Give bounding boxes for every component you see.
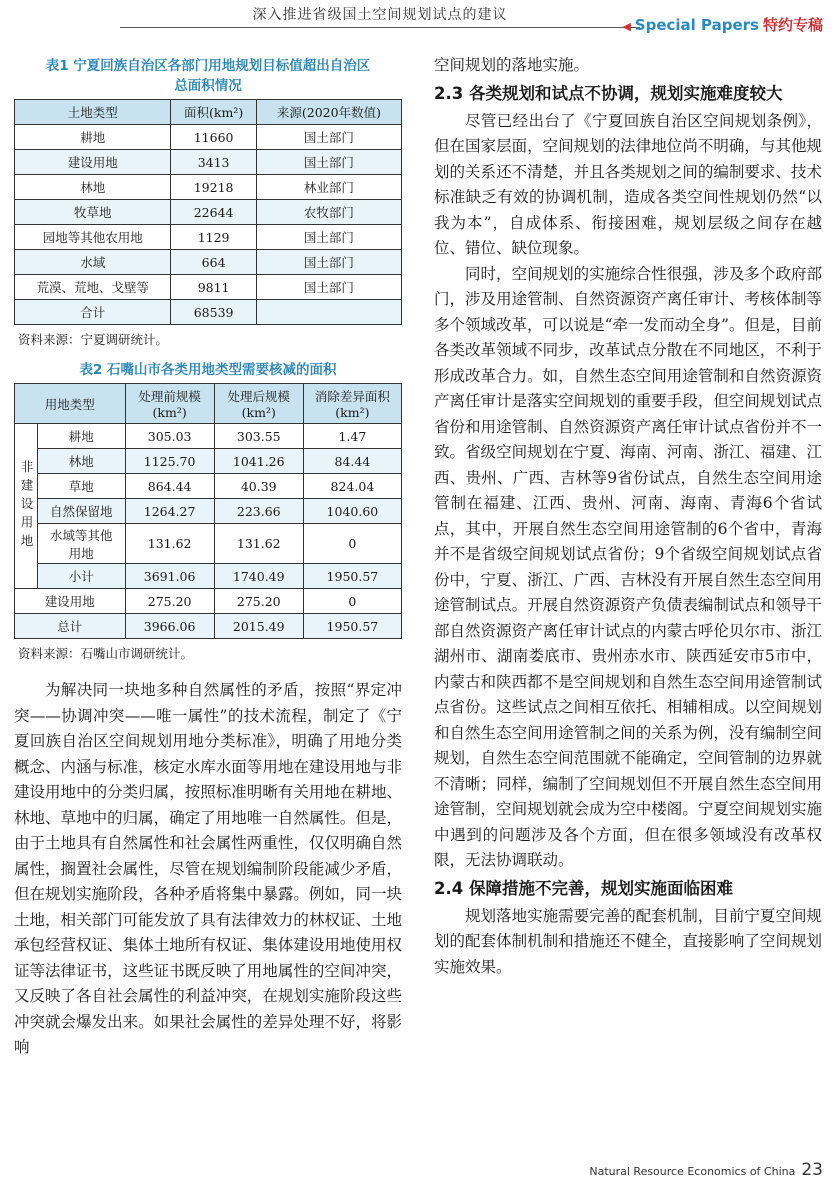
table-row: 林地 1125.70 1041.26 84.44: [15, 449, 402, 474]
table2-header: 处理前规模(km²): [125, 384, 214, 424]
table-row: 建设用地 3413 国土部门: [15, 150, 402, 175]
body-paragraph: 同时，空间规划的实施综合性很强，涉及多个政府部门，涉及用途管制、自然资源资产离任审计、考核体制等多个领域改革，可以说是“牵一发而动全身”。但是，目前各类改革领域不同步，改革试点分散在不同地区，不利于形成改革合力。如，自然生态空间用途管制和自然资源资产离任审计是落实空间规划的重要手段，但空间规划试点省份和用途管制、自然资源资产离任审计试点省份并不一致。省级空间规划在宁夏、海南、河南、浙江、福建、江西、贵州、广西、吉林等9省份试点，自然生态空间用途管制在福建、江西、贵州、河南、海南、青海6个省试点，其中，开展自然生态空间用途管制的6个省中，青海并不是省级空间规划试点省份；9个省级空间规划试点省份中，宁夏、浙江、广西、吉林没有开展自然生态空间用途管制试点。开展自然资源资产负债表编制试点和领导干部自然资源资产离任审计试点的内蒙古呼伦贝尔市、浙江湖州市、湖南娄底市、贵州赤水市、陕西延安市5市中，内蒙古和陕西都不是空间规划和自然生态空间用途管制试点省份。这些试点之间相互依托、相辅相成。以空间规划和自然生态空间用途管制之间的关系为例，没有编制空间规划，自然生态空间范围就不能确定，空间管制的边界就不清晰；同样，编制了空间规划但不开展自然生态空间用途管制，空间规划就会成为空中楼阁。宁夏空间规划实施中遇到的问题涉及各个方面，但在很多领域没有改革权限，无法协调联动。: [434, 264, 822, 869]
table1-header: 土地类型: [15, 100, 171, 125]
table2-header: 用地类型: [15, 384, 126, 424]
table1-header: 面积(km²): [171, 100, 256, 125]
page-number: 23: [801, 1160, 823, 1180]
table-row: 林地 19218 林业部门: [15, 175, 402, 200]
right-column: [434, 56, 822, 980]
table-row: 小计 3691.06 1740.49 1950.57: [15, 564, 402, 589]
table-row: 水域等其他用地 131.62 131.62 0: [15, 524, 402, 564]
group-label: 非建设用地: [15, 424, 38, 589]
table-row: 耕地 11660 国土部门: [15, 125, 402, 150]
table2-header: 消除差异面积(km²): [303, 384, 401, 424]
table-row: 园地等其他农用地 1129 国土部门: [15, 225, 402, 250]
table-row: 自然保留地 1264.27 223.66 1040.60: [15, 499, 402, 524]
body-paragraph: 规划落地实施需要完善的配套机制，目前宁夏空间规划的配套体制机制和措施还不健全，直接影响了空间规划实施效果。: [434, 906, 822, 976]
table1-title: 表1 宁夏回族自治区各部门用地规划目标值超出自治区 总面积情况: [45, 58, 371, 94]
table-row: 牧草地 22644 农牧部门: [15, 200, 402, 225]
table-row: 水域 664 国土部门: [15, 250, 402, 275]
table1-source: 资料来源：宁夏调研统计。: [18, 332, 169, 347]
section-heading: 2.4 保障措施不完善，规划实施面临困难: [434, 878, 733, 898]
left-column: [14, 56, 402, 1061]
table1: [14, 99, 402, 325]
table-row: 草地 864.44 40.39 824.04: [15, 474, 402, 499]
table2: [14, 383, 402, 639]
body-paragraph: 空间规划的落地实施。: [434, 56, 590, 74]
table2-title: 表2 石嘴山市各类用地类型需要核减的面积: [79, 362, 337, 378]
page-header: [0, 0, 837, 36]
section-cn: 特约专稿: [762, 16, 823, 34]
page-footer: [589, 1160, 823, 1180]
table-row: 非建设用地 耕地 305.03 303.55 1.47: [15, 424, 402, 449]
section-en: Special Papers: [634, 16, 759, 34]
table-row: 荒漠、荒地、戈壁等 9811 国土部门: [15, 275, 402, 300]
table-row: 建设用地 275.20 275.20 0: [15, 589, 402, 614]
table2-source: 资料来源：石嘴山市调研统计。: [18, 646, 194, 661]
table-row: 总计 3966.06 2015.49 1950.57: [15, 614, 402, 639]
table-row: 合计 68539: [15, 300, 402, 325]
table1-header: 来源(2020年数值): [256, 100, 401, 125]
running-title: 深入推进省级国土空间规划试点的建议: [120, 4, 640, 28]
section-heading: 2.3 各类规划和试点不协调，规划实施难度较大: [434, 83, 783, 103]
body-paragraph: 为解决同一块地多种自然属性的矛盾，按照“界定冲突——协调冲突——唯一属性”的技术流程，制定了《宁夏回族自治区空间规划用地分类标准》，明确了用地分类概念、内涵与标准，核定水库水面等用地在建设用地与非建设用地中的分类归属，按照标准明晰有关用地在耕地、林地、草地中的归属，确定了用地唯一自然属性。但是，由于土地具有自然属性和社会属性两重性，仅仅明确自然属性，搁置社会属性，尽管在规划编制阶段能减少矛盾，但在规划实施阶段，各种矛盾将集中暴露。例如，同一块土地，相关部门可能发放了具有法律效力的林权证、土地承包经营权证、集体土地所有权证、集体建设用地使用权证等法律证书，这些证书既反映了用地属性的空间冲突，又反映了各自社会属性的利益冲突，在规划实施阶段这些冲突就会爆发出来。如果社会属性的差异处理不好，将影响: [14, 681, 402, 1056]
journal-name: Natural Resource Economics of China: [589, 1165, 796, 1178]
table2-header: 处理后规模(km²): [214, 384, 303, 424]
body-paragraph: 尽管已经出台了《宁夏回族自治区空间规划条例》，但在国家层面，空间规划的法律地位尚不明确，与其他规划的关系还不清楚，并且各类规划之间的编制要求、技术标准缺乏有效的协调机制，造成各类空间性规划仍然“以我为本”，自成体系、衔接困难，规划层级之间存在越位、错位、缺位现象。: [434, 111, 822, 257]
triangle-icon: ◀: [622, 20, 631, 33]
section-tag: [622, 14, 823, 35]
